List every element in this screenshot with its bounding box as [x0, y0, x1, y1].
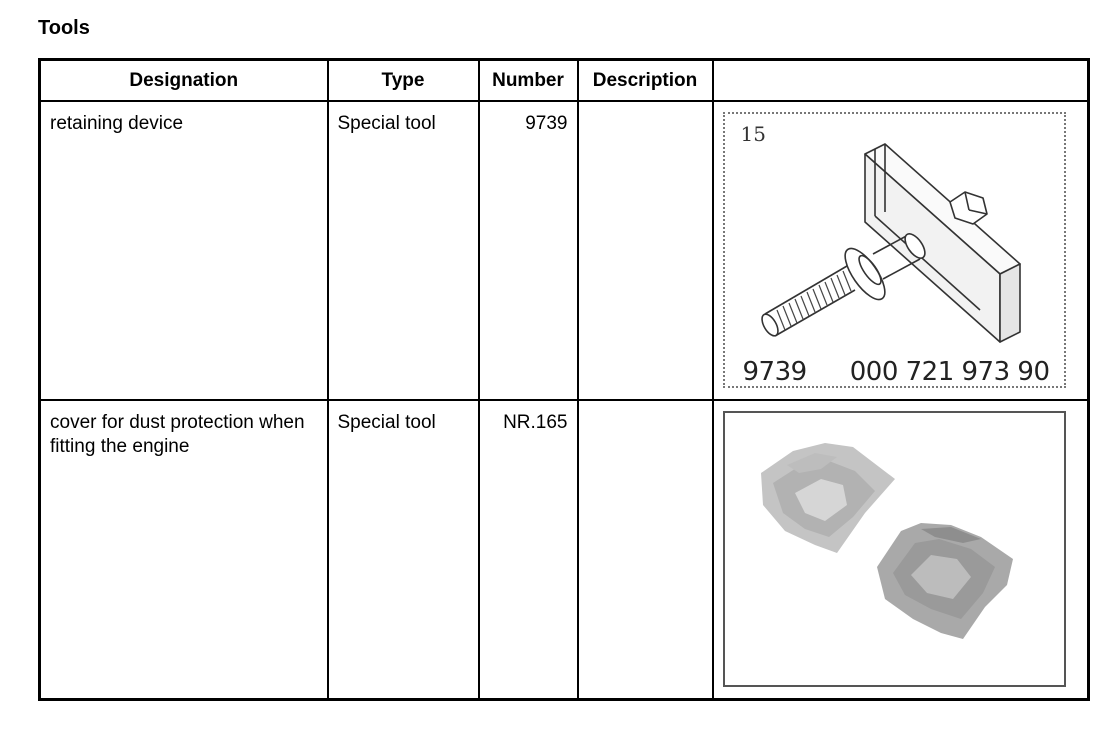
dust-covers-figure [723, 411, 1066, 687]
header-number: Number [479, 60, 578, 102]
table-header-row [40, 60, 1089, 102]
figure-index: 15 [740, 122, 766, 146]
cell-number: 9739 [479, 101, 578, 400]
header-image [713, 60, 1089, 102]
retaining-device-drawing-icon [725, 114, 1064, 386]
table-row [40, 101, 1089, 400]
cell-type: Special tool [328, 400, 479, 700]
header-designation: Designation [40, 60, 328, 102]
figure-label-tool-number: 9739 [742, 357, 807, 387]
cell-image [713, 101, 1089, 400]
figure-label-part-number: 000 721 973 90 [849, 357, 1050, 387]
page-title: Tools [38, 17, 90, 39]
header-description: Description [578, 60, 713, 102]
tools-table [38, 58, 1090, 701]
cell-description [578, 400, 713, 700]
retaining-device-figure [723, 112, 1066, 388]
cell-description [578, 101, 713, 400]
table-row [40, 400, 1089, 700]
cell-designation: cover for dust protection when fitting the engine [40, 400, 328, 700]
cell-number: NR.165 [479, 400, 578, 700]
cell-type: Special tool [328, 101, 479, 400]
cell-image [713, 400, 1089, 700]
cell-designation: retaining device [40, 101, 328, 400]
dust-covers-photo-icon [725, 413, 1064, 685]
header-type: Type [328, 60, 479, 102]
